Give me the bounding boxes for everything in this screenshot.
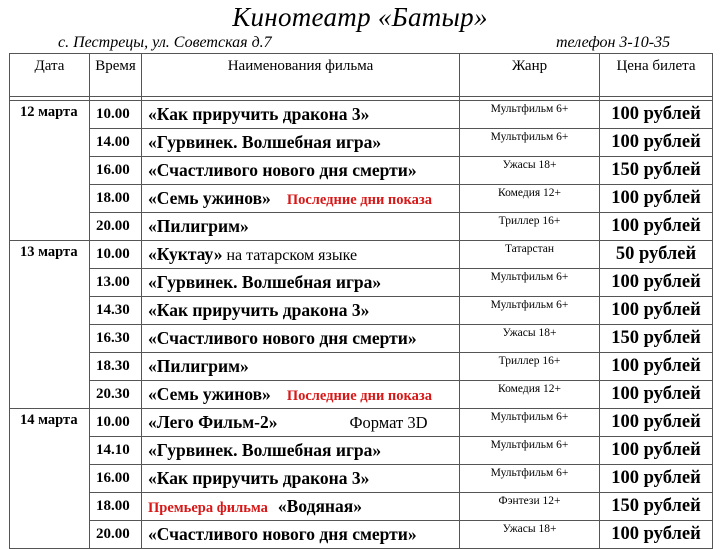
price-cell: 50 рублей [600,241,713,269]
format-note: Формат 3D [349,413,428,432]
genre-cell: Мультфильм 6+ [460,465,600,493]
price-cell: 150 рублей [600,493,713,521]
genre-cell: Ужасы 18+ [460,157,600,185]
table-row [10,213,713,241]
price-cell: 100 рублей [600,521,713,549]
time-cell: 14.00 [90,129,142,157]
film-title: «Семь ужинов» [148,188,271,208]
table-row [10,521,713,549]
film-title: «Гурвинек. Волшебная игра» [148,132,382,152]
genre-cell: Ужасы 18+ [460,325,600,353]
table-row [10,409,713,437]
film-cell [142,101,460,129]
film-cell [142,325,460,353]
last-days-note: Последние дни показа [286,192,432,208]
column-header-genre: Жанр [460,54,600,97]
table-row [10,157,713,185]
genre-cell: Триллер 16+ [460,213,600,241]
time-cell: 16.30 [90,325,142,353]
cinema-address: с. Пестрецы, ул. Советская д.7 [58,34,272,51]
price-cell: 150 рублей [600,157,713,185]
column-header-date: Дата [10,54,90,97]
film-cell [142,129,460,157]
date-cell: 13 марта [10,241,90,409]
genre-cell: Комедия 12+ [460,185,600,213]
price-cell: 100 рублей [600,381,713,409]
film-cell [142,493,460,521]
time-cell: 16.00 [90,465,142,493]
film-language-note: на татарском языке [222,247,358,264]
genre-cell: Мультфильм 6+ [460,101,600,129]
time-cell: 14.30 [90,297,142,325]
genre-cell: Татарстан [460,241,600,269]
schedule-table [9,53,713,549]
date-cell: 14 марта [10,409,90,549]
table-row [10,437,713,465]
cinema-phone: телефон 3-10-35 [556,34,671,51]
film-cell [142,185,460,213]
column-header-time: Время [90,54,142,97]
table-row [10,325,713,353]
film-title: «Как приручить дракона 3» [148,300,370,320]
time-cell: 13.00 [90,269,142,297]
film-cell [142,465,460,493]
film-cell [142,241,460,269]
price-cell: 100 рублей [600,409,713,437]
price-cell: 100 рублей [600,269,713,297]
genre-cell: Мультфильм 6+ [460,297,600,325]
table-row [10,101,713,129]
time-cell: 14.10 [90,437,142,465]
time-cell: 20.00 [90,521,142,549]
time-cell: 10.00 [90,241,142,269]
table-row [10,493,713,521]
film-title: «Счастливого нового дня смерти» [148,328,417,348]
price-cell: 100 рублей [600,437,713,465]
table-row [10,353,713,381]
price-cell: 100 рублей [600,101,713,129]
genre-cell: Комедия 12+ [460,381,600,409]
genre-cell: Ужасы 18+ [460,521,600,549]
film-title: «Как приручить дракона 3» [148,468,370,488]
genre-cell: Мультфильм 6+ [460,437,600,465]
time-cell: 10.00 [90,101,142,129]
price-cell: 100 рублей [600,465,713,493]
film-title: «Пилигрим» [148,216,249,236]
column-header-price: Цена билета [600,54,713,97]
film-cell [142,157,460,185]
table-row [10,241,713,269]
time-cell: 10.00 [90,409,142,437]
genre-cell: Мультфильм 6+ [460,129,600,157]
table-row [10,269,713,297]
film-cell [142,409,460,437]
genre-cell: Триллер 16+ [460,353,600,381]
time-cell: 18.30 [90,353,142,381]
column-header-film: Наименования фильма [142,54,460,97]
premiere-note: Премьера фильма [148,500,268,516]
film-title: «Пилигрим» [148,356,249,376]
film-title: «Лего Фильм-2» [148,412,278,432]
film-title: «Семь ужинов» [148,384,271,404]
film-title: «Как приручить дракона 3» [148,104,370,124]
time-cell: 16.00 [90,157,142,185]
film-title: «Гурвинек. Волшебная игра» [148,440,382,460]
film-cell [142,521,460,549]
table-row [10,297,713,325]
film-cell [142,213,460,241]
price-cell: 100 рублей [600,297,713,325]
price-cell: 100 рублей [600,353,713,381]
table-header-row [10,54,713,97]
cinema-title: Кинотеатр «Батыр» [232,2,488,32]
time-cell: 20.00 [90,213,142,241]
film-cell [142,381,460,409]
film-cell [142,353,460,381]
time-cell: 18.00 [90,185,142,213]
film-cell [142,269,460,297]
table-row [10,129,713,157]
genre-cell: Мультфильм 6+ [460,269,600,297]
last-days-note: Последние дни показа [286,388,432,404]
price-cell: 100 рублей [600,129,713,157]
film-cell [142,297,460,325]
film-title: «Куктау» [148,244,223,264]
price-cell: 100 рублей [600,185,713,213]
time-cell: 18.00 [90,493,142,521]
time-cell: 20.30 [90,381,142,409]
film-title: «Счастливого нового дня смерти» [148,160,417,180]
table-row [10,381,713,409]
table-row [10,185,713,213]
film-cell [142,437,460,465]
table-row [10,465,713,493]
film-title: «Водяная» [277,496,362,516]
film-title: «Гурвинек. Волшебная игра» [148,272,382,292]
genre-cell: Мультфильм 6+ [460,409,600,437]
price-cell: 100 рублей [600,213,713,241]
price-cell: 150 рублей [600,325,713,353]
date-cell: 12 марта [10,101,90,241]
film-title: «Счастливого нового дня смерти» [148,524,417,544]
genre-cell: Фэнтези 12+ [460,493,600,521]
